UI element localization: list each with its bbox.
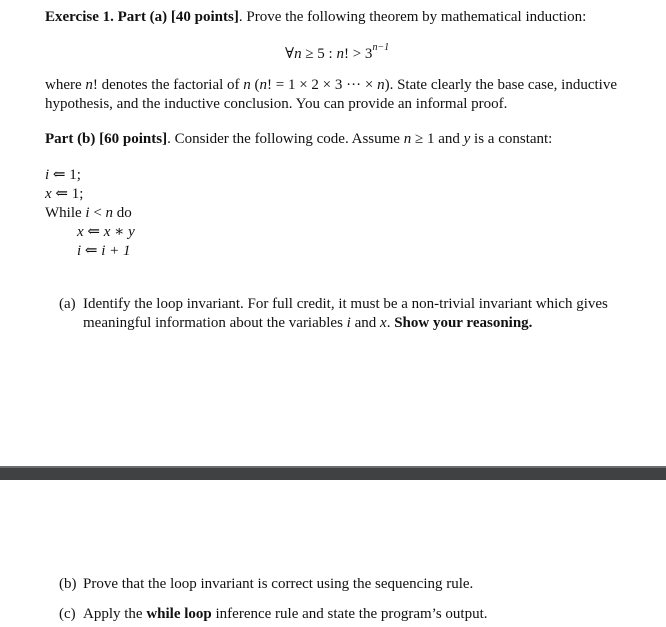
text: where [45,77,86,93]
exercise-title-rest: . Prove the following theorem by mathematical induction: [238,9,587,25]
text: and [350,315,381,331]
var-n: n [85,77,93,93]
text: . Consider the following code. Assume [167,131,404,147]
page-break-divider-highlight [0,466,666,468]
text: Apply the [83,606,147,622]
show-reasoning-emphasis: Show your reasoning. [394,315,533,331]
code-line-5: i ⇐ i + 1 [77,243,131,259]
text: is a constant: [470,131,553,147]
theorem-fact-var: n [336,46,344,62]
text: do [113,205,132,221]
exercise-title: Exercise 1. Part (a) [40 points] [45,9,239,25]
part-b-heading [45,130,552,149]
text: ). State clearly the base case, inductive [384,77,617,93]
question-b-label: (b) [59,576,77,592]
text: ! denotes the factorial of [92,77,244,93]
var-n: n [403,131,412,147]
code-line-2 [45,185,83,204]
question-c-text [83,605,488,624]
question-a-line-2 [83,314,532,333]
question-b-text: Prove that the loop invariant is correct using the sequencing rule. [83,576,474,592]
text: ⇐ 1; [49,167,81,183]
text: ⇐ 1; [51,186,84,202]
question-c-label: (c) [59,606,76,622]
code-line-3 [45,204,132,223]
exercise-heading [45,8,586,27]
var-y: y [463,131,471,147]
while-loop-emphasis: while loop [146,606,212,622]
text: ≥ 1 and [411,131,464,147]
part-b-title: Part (b) [60 points] [45,131,168,147]
var-n: n [105,205,114,221]
code-line-1 [45,166,81,185]
var-i: i [45,167,50,183]
code-line-4: x ⇐ x ∗ y [77,224,135,240]
theorem-exponent: n−1 [372,42,390,53]
var-n: n [243,77,251,93]
var-x: x [380,315,387,331]
definition-line-1 [45,76,617,95]
var-x: x [45,186,52,202]
theorem-gt: ! > 3 [343,46,373,62]
var-n: n [377,77,385,93]
theorem-var: n [294,46,302,62]
question-a-label: (a) [59,296,76,312]
definition-line-2: hypothesis, and the inductive conclusion. You can provide an informal proof. [45,96,508,112]
theorem-mid: ≥ 5 : [301,46,337,62]
text: inference rule and state the program’s output. [211,606,488,622]
forall-symbol: ∀ [285,46,295,62]
text: meaningful information about the variables [83,315,347,331]
text: . [386,315,395,331]
question-a-line-1: Identify the loop invariant. For full credit, it must be a non-trivial invariant which gives [83,296,608,312]
var-i: i [85,205,90,221]
page-break-divider [0,466,666,480]
while-keyword: While [45,205,86,221]
text: < [89,205,106,221]
text: ! = 1 × 2 × 3 ··· × [267,77,378,93]
theorem-formula [285,40,389,64]
var-i: i [346,315,351,331]
var-n: n [259,77,268,93]
text: ( [250,77,260,93]
